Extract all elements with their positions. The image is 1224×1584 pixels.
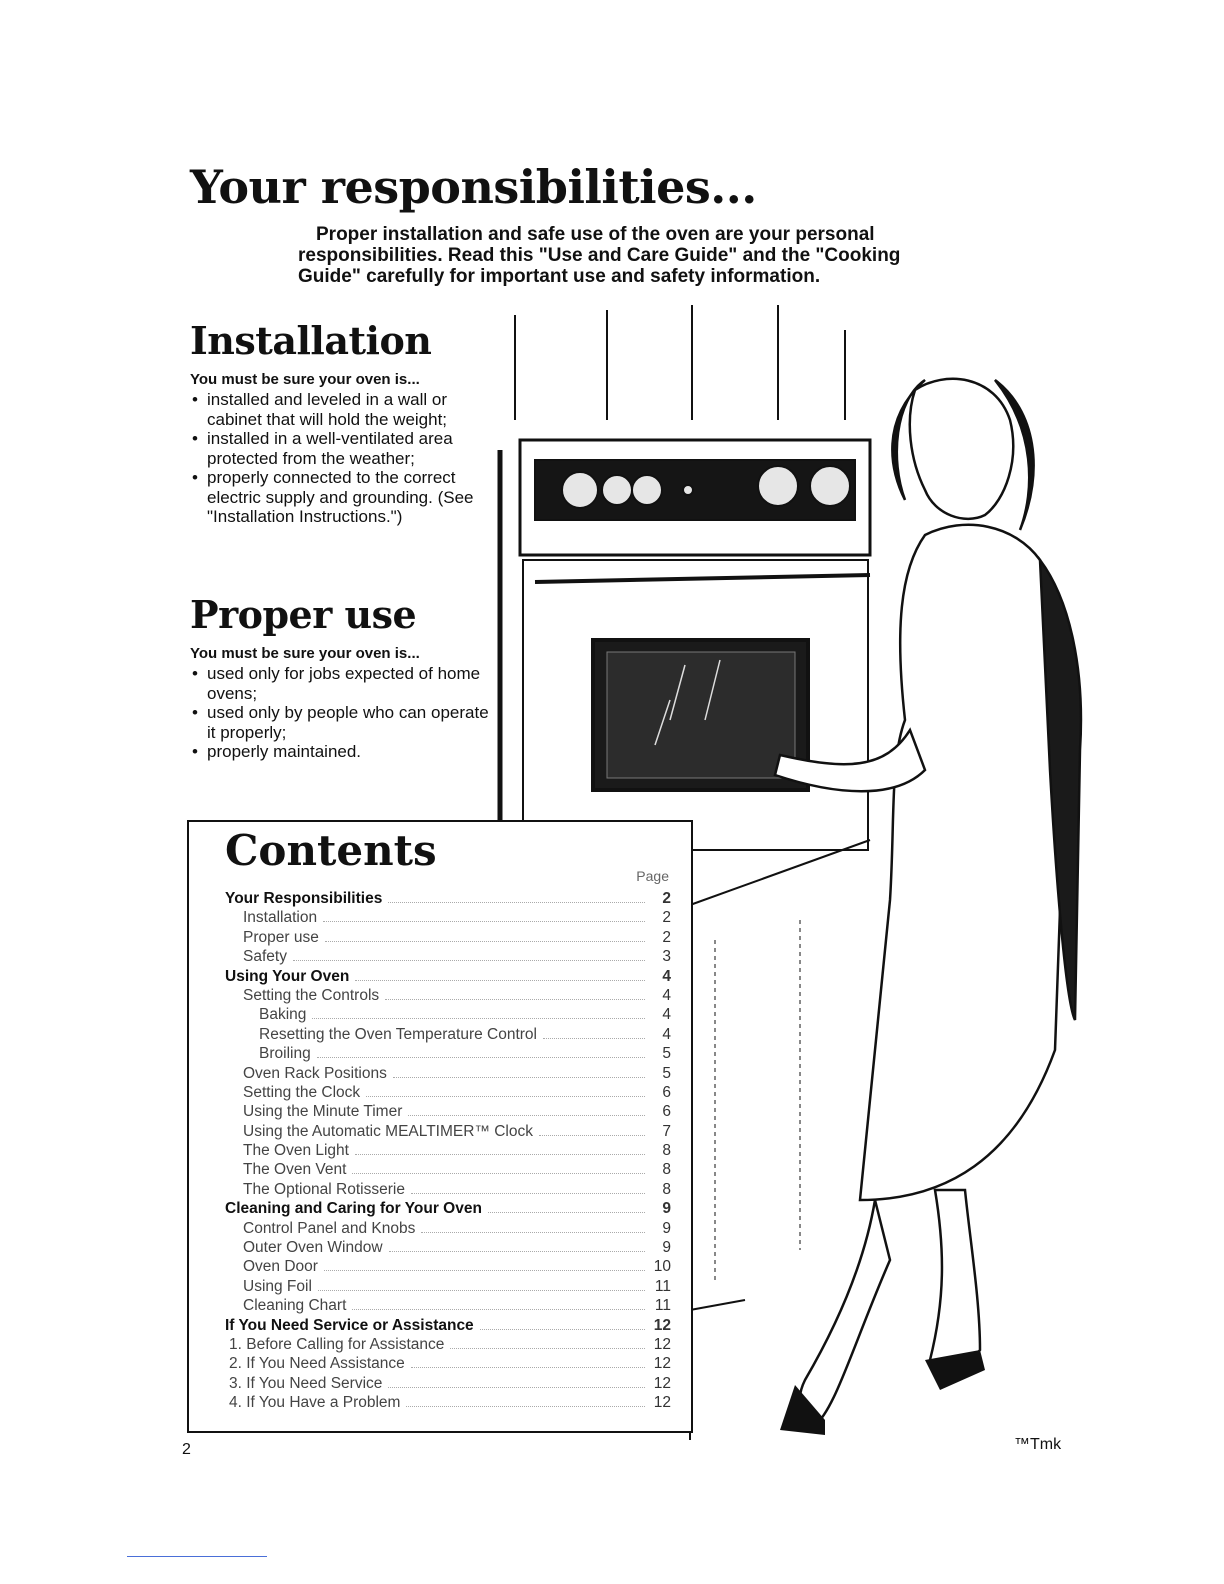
- intro-paragraph: [298, 224, 978, 287]
- list-item: • properly maintained.: [190, 742, 500, 762]
- installation-heading: Installation: [190, 318, 432, 363]
- toc-entry: [225, 1317, 671, 1336]
- toc-entry: [225, 968, 671, 987]
- toc-leader-dots: [352, 1173, 645, 1174]
- toc-entry-page: 4: [662, 967, 671, 985]
- toc-entry-page: 9: [662, 1200, 671, 1218]
- toc-leader-dots: [355, 1154, 645, 1155]
- toc-entry-page: 8: [662, 1161, 671, 1179]
- toc-entry-label: 1. Before Calling for Assistance: [229, 1335, 445, 1353]
- toc-entry-page: 5: [662, 1064, 671, 1082]
- proper-use-list: [190, 664, 500, 762]
- toc-entry: [225, 1355, 671, 1374]
- toc-leader-dots: [324, 1270, 645, 1271]
- toc-entry-label: 2. If You Need Assistance: [229, 1355, 405, 1373]
- toc-entry-label: Cleaning Chart: [243, 1297, 347, 1315]
- toc-leader-dots: [411, 1193, 645, 1194]
- proper-use-heading: Proper use: [190, 592, 417, 637]
- toc-leader-dots: [385, 999, 645, 1000]
- toc-entry-page: 4: [662, 986, 671, 1004]
- toc-entry: [225, 1161, 671, 1180]
- toc-entry-page: 4: [662, 1025, 671, 1043]
- toc-leader-dots: [388, 1387, 645, 1388]
- toc-entry-label: Using Foil: [243, 1277, 312, 1295]
- toc-entry-label: Broiling: [259, 1045, 311, 1063]
- page-column-header: Page: [636, 868, 669, 884]
- toc-entry-page: 3: [662, 948, 671, 966]
- toc-entry: [225, 890, 671, 909]
- toc-entry-label: The Oven Light: [243, 1142, 349, 1160]
- toc-entry: [225, 987, 671, 1006]
- list-item: • used only by people who can operate it properly;: [190, 703, 500, 742]
- list-item: • properly connected to the correct electric supply and grounding. (See "Installation Instructions."): [190, 468, 500, 527]
- toc-entry: [225, 1123, 671, 1142]
- installation-list: [190, 390, 500, 527]
- toc-entry-label: 4. If You Have a Problem: [229, 1394, 401, 1412]
- toc-leader-dots: [293, 960, 645, 961]
- toc-entry-page: 11: [654, 1297, 671, 1315]
- toc-entry-label: Oven Door: [243, 1258, 318, 1276]
- toc-entry: [225, 1278, 671, 1297]
- toc-entry-page: 6: [662, 1103, 671, 1121]
- toc-entry-page: 11: [654, 1277, 671, 1295]
- intro-line-2: responsibilities. Read this "Use and Care Guide" and the "Cooking: [298, 245, 901, 266]
- trademark-note: ™Tmk: [1014, 1436, 1062, 1453]
- toc-entry-page: 2: [662, 928, 671, 946]
- toc-entry-page: 12: [653, 1335, 671, 1353]
- toc-leader-dots: [480, 1329, 645, 1330]
- toc-leader-dots: [317, 1057, 645, 1058]
- list-item: • installed and leveled in a wall or cabinet that will hold the weight;: [190, 390, 500, 429]
- intro-line-3: Guide" carefully for important use and safety information.: [298, 266, 821, 287]
- toc-leader-dots: [389, 1251, 645, 1252]
- toc-entry-page: 9: [662, 1219, 671, 1237]
- footer-rule: [127, 1556, 267, 1557]
- toc-entry: [225, 1297, 671, 1316]
- proper-use-lead: You must be sure your oven is...: [190, 645, 420, 662]
- toc-entry-page: 6: [662, 1083, 671, 1101]
- toc-entry: [225, 1142, 671, 1161]
- table-of-contents: [225, 890, 671, 1414]
- toc-entry: [225, 909, 671, 928]
- toc-entry: [225, 1239, 671, 1258]
- toc-entry-page: 7: [662, 1122, 671, 1140]
- toc-entry-label: Cleaning and Caring for Your Oven: [225, 1200, 482, 1218]
- toc-leader-dots: [312, 1018, 645, 1019]
- toc-entry-label: Outer Oven Window: [243, 1239, 383, 1257]
- toc-leader-dots: [406, 1406, 645, 1407]
- contents-box: [187, 820, 693, 1433]
- toc-entry: [225, 1375, 671, 1394]
- installation-lead: You must be sure your oven is...: [190, 371, 420, 388]
- toc-entry-label: 3. If You Need Service: [229, 1374, 383, 1392]
- list-item: • used only for jobs expected of home ovens;: [190, 664, 500, 703]
- toc-leader-dots: [543, 1038, 645, 1039]
- toc-entry: [225, 1258, 671, 1277]
- proper-use-section: [190, 592, 500, 762]
- page-title: Your responsibilities...: [190, 160, 757, 214]
- toc-leader-dots: [393, 1077, 645, 1078]
- intro-line-1: Proper installation and safe use of the oven are your personal: [316, 224, 875, 245]
- toc-entry-page: 12: [653, 1374, 671, 1392]
- toc-leader-dots: [388, 902, 645, 903]
- toc-leader-dots: [539, 1135, 645, 1136]
- toc-entry: [225, 1181, 671, 1200]
- toc-entry: [225, 1006, 671, 1025]
- toc-entry: [225, 1394, 671, 1413]
- toc-entry-page: 2: [662, 909, 671, 927]
- toc-entry-label: If You Need Service or Assistance: [225, 1316, 474, 1334]
- toc-leader-dots: [408, 1115, 645, 1116]
- toc-entry: [225, 1103, 671, 1122]
- toc-entry: [225, 1220, 671, 1239]
- toc-entry-page: 10: [653, 1258, 671, 1276]
- page-number: 2: [182, 1441, 191, 1458]
- toc-entry-label: Using the Automatic MEALTIMER™ Clock: [243, 1122, 533, 1140]
- toc-entry: [225, 1065, 671, 1084]
- list-item: • installed in a well-ventilated area protected from the weather;: [190, 429, 500, 468]
- toc-entry-label: Baking: [259, 1006, 307, 1024]
- toc-entry-page: 8: [662, 1180, 671, 1198]
- toc-leader-dots: [488, 1212, 645, 1213]
- toc-entry-page: 12: [653, 1355, 671, 1373]
- toc-entry: [225, 1045, 671, 1064]
- toc-entry: [225, 929, 671, 948]
- toc-entry-label: The Optional Rotisserie: [243, 1180, 405, 1198]
- toc-leader-dots: [318, 1290, 645, 1291]
- toc-entry-label: Setting the Clock: [243, 1083, 361, 1101]
- toc-entry-label: Safety: [243, 948, 287, 966]
- toc-leader-dots: [411, 1367, 645, 1368]
- toc-entry-label: Using Your Oven: [225, 967, 350, 985]
- contents-title: Contents: [225, 826, 437, 875]
- toc-entry-label: Setting the Controls: [243, 986, 380, 1004]
- toc-entry-page: 12: [653, 1394, 671, 1412]
- toc-entry-label: Proper use: [243, 928, 319, 946]
- toc-entry-label: Using the Minute Timer: [243, 1103, 403, 1121]
- toc-entry-page: 4: [662, 1006, 671, 1024]
- toc-entry-page: 12: [653, 1316, 671, 1334]
- toc-entry-page: 9: [662, 1239, 671, 1257]
- toc-leader-dots: [352, 1309, 645, 1310]
- toc-entry-page: 5: [662, 1045, 671, 1063]
- toc-entry: [225, 1026, 671, 1045]
- toc-entry-label: Installation: [243, 909, 318, 927]
- toc-entry-label: Resetting the Oven Temperature Control: [259, 1025, 538, 1043]
- toc-entry-page: 2: [662, 890, 671, 907]
- toc-entry-label: The Oven Vent: [243, 1161, 347, 1179]
- toc-entry-label: Your Responsibilities: [225, 890, 383, 907]
- toc-leader-dots: [355, 980, 645, 981]
- toc-entry-page: 8: [662, 1142, 671, 1160]
- toc-leader-dots: [325, 941, 645, 942]
- toc-entry-label: Oven Rack Positions: [243, 1064, 387, 1082]
- toc-leader-dots: [323, 921, 645, 922]
- installation-section: [190, 318, 500, 527]
- toc-entry-label: Control Panel and Knobs: [243, 1219, 416, 1237]
- toc-entry: [225, 948, 671, 967]
- toc-entry: [225, 1336, 671, 1355]
- toc-leader-dots: [450, 1348, 645, 1349]
- toc-leader-dots: [421, 1232, 645, 1233]
- toc-leader-dots: [366, 1096, 645, 1097]
- toc-entry: [225, 1200, 671, 1219]
- toc-entry: [225, 1084, 671, 1103]
